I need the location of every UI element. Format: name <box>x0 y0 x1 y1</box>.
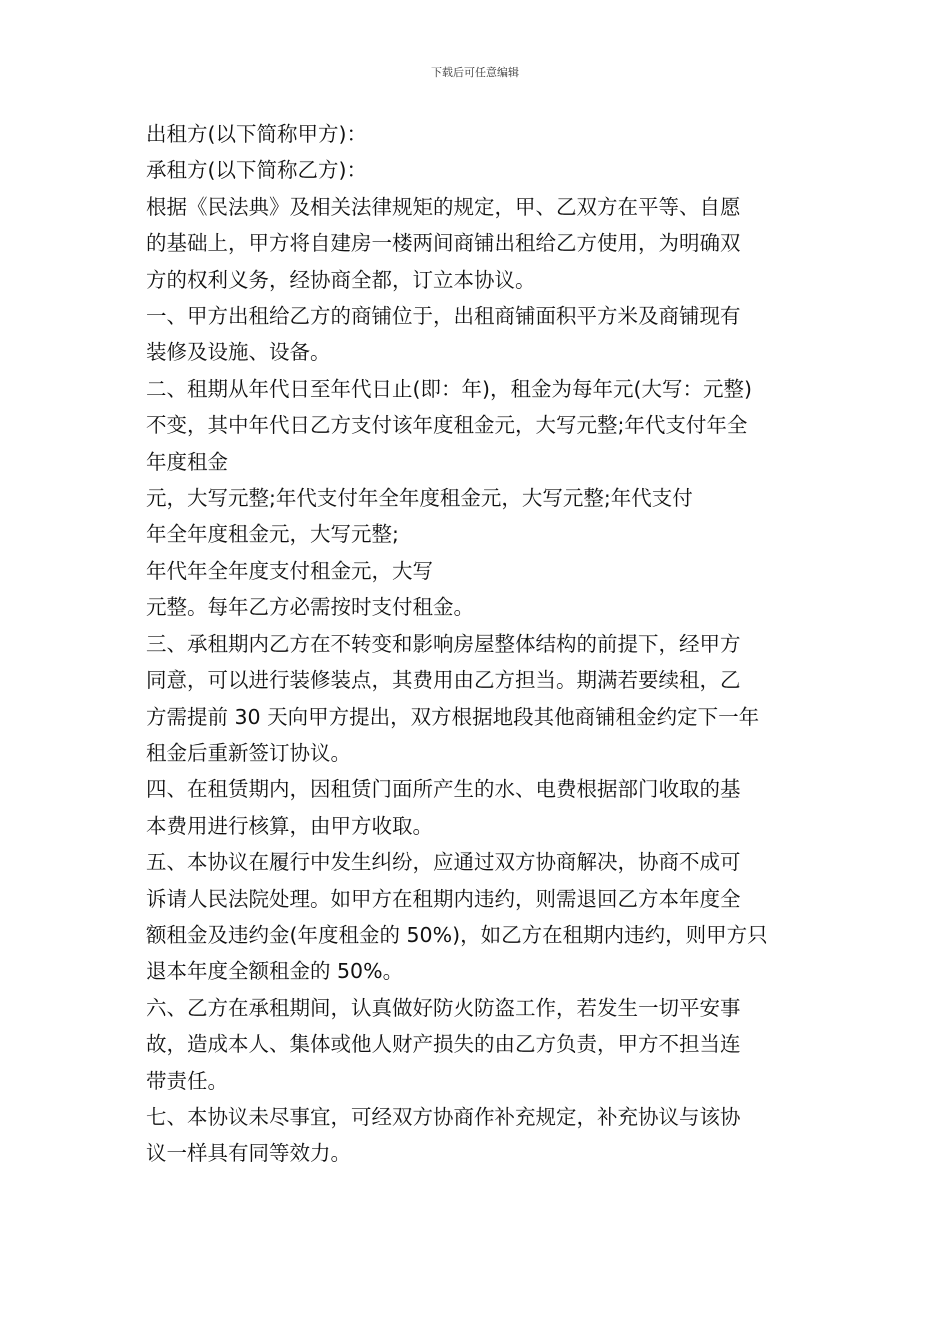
text-line: 退本年度全额租金的 50%。 <box>146 959 404 984</box>
text-line: 年代年全年度支付租金元，大写 <box>146 558 433 583</box>
document-body <box>146 116 816 1172</box>
text-line: 年全年度租金元，大写元整; <box>146 522 399 547</box>
text-line: 方的权利义务，经协商全都，订立本协议。 <box>146 267 536 292</box>
text-line: 七、本协议未尽事宜，可经双方协商作补充规定，补充协议与该协 <box>146 1104 741 1129</box>
text-line: 四、在租赁期内，因租赁门面所产生的水、电费根据部门收取的基 <box>146 777 741 802</box>
text-line: 方需提前 30 天向甲方提出，双方根据地段其他商铺租金约定下一年 <box>146 704 760 729</box>
text-line: 同意，可以进行装修装点，其费用由乙方担当。期满若要续租，乙 <box>146 668 741 693</box>
text-line: 元，大写元整;年代支付年全年度租金元，大写元整;年代支付 <box>146 486 693 511</box>
text-line: 不变，其中年代日乙方支付该年度租金元，大写元整;年代支付年全 <box>146 413 748 438</box>
text-line: 二、租期从年代日至年代日止(即：年)，租金为每年元(大写：元整) <box>146 376 752 401</box>
text-line: 年度租金 <box>146 449 228 474</box>
text-line: 装修及设施、设备。 <box>146 340 331 365</box>
text-line: 根据《民法典》及相关法律规矩的规定，甲、乙双方在平等、自愿 <box>146 194 741 219</box>
text-line: 一、甲方出租给乙方的商铺位于，出租商铺面积平方米及商铺现有 <box>146 304 741 329</box>
text-line: 租金后重新签订协议。 <box>146 740 351 765</box>
text-line: 带责任。 <box>146 1068 228 1093</box>
text-line: 额租金及违约金(年度租金的 50%)，如乙方在租期内违约，则甲方只 <box>146 922 768 947</box>
text-line: 本费用进行核算，由甲方收取。 <box>146 813 433 838</box>
text-line: 诉请人民法院处理。如甲方在租期内违约，则需退回乙方本年度全 <box>146 886 741 911</box>
text-line: 故，造成本人、集体或他人财产损失的由乙方负责，甲方不担当连 <box>146 1032 741 1057</box>
text-line: 出租方(以下简称甲方)： <box>146 122 367 146</box>
text-line: 三、承租期内乙方在不转变和影响房屋整体结构的前提下，经甲方 <box>146 631 741 656</box>
text-line: 元整。每年乙方必需按时支付租金。 <box>146 595 474 620</box>
text-line: 五、本协议在履行中发生纠纷，应通过双方协商解决，协商不成可 <box>146 850 741 875</box>
text-line: 的基础上，甲方将自建房一楼两间商铺出租给乙方使用，为明确双 <box>146 231 741 256</box>
text-line: 承租方(以下简称乙方)： <box>146 158 367 183</box>
page-header-note: 下载后可任意编辑 <box>431 66 519 79</box>
text-line: 议一样具有同等效力。 <box>146 1141 351 1166</box>
text-line: 六、乙方在承租期间，认真做好防火防盗工作，若发生一切平安事 <box>146 995 741 1020</box>
